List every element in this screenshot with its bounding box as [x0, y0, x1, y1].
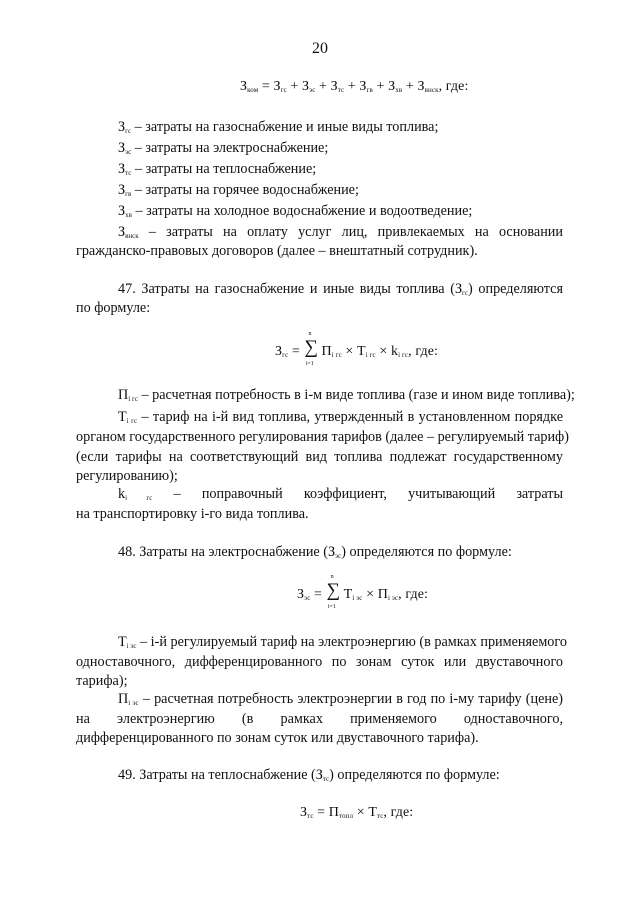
formula-subscript: гс [280, 86, 287, 94]
definition-subscript: i эс [126, 642, 137, 650]
definition-subscript: эс [125, 148, 132, 156]
formula-operator: × [353, 805, 369, 820]
definition-symbol: П [118, 691, 129, 707]
definition-symbol: П [118, 387, 129, 403]
paragraph-text: 48. Затраты на электроснабжение ( [118, 544, 328, 560]
definition-text: (если тарифы на соответствующий вид топлива подлежат государственному [76, 449, 563, 465]
paragraph-47-line [76, 299, 563, 317]
definition-line [76, 448, 563, 466]
formula-symbol: k [390, 344, 399, 359]
formula-subscript: гс [282, 351, 289, 359]
definition-symbol: З [118, 119, 126, 135]
formula-symbol: З [302, 79, 310, 94]
paragraph-48-line [118, 543, 563, 565]
definition-line [118, 118, 563, 140]
formula-symbol: З [240, 79, 248, 94]
definition-text: одноставочного, дифференцированного по зонам суток или двуставочного [76, 654, 563, 670]
inline-subscript: гс [462, 289, 469, 297]
paragraph-text: 49. Затраты на теплоснабжение ( [118, 767, 316, 783]
formula-subscript: i эс [352, 594, 363, 602]
definition-subscript: хв [125, 211, 132, 219]
formula-subscript: тс [337, 86, 345, 94]
formula-symbol: З [275, 344, 283, 359]
sum-upper-limit: n [330, 574, 334, 580]
formula-subscript: топл [339, 812, 354, 820]
formula-operator: = [288, 344, 304, 359]
definition-line [118, 408, 563, 430]
sigma-symbol: ∑ [304, 337, 319, 358]
sum-upper-limit: n [308, 331, 312, 337]
definition-text: органом государственного регулирования тарифов (далее – регулируемый тариф) [76, 429, 569, 445]
formula-subscript: внск [424, 86, 439, 94]
formula-symbol: П [377, 587, 388, 602]
paragraph-text: 47. Затраты на газоснабжение и иные виды топлива ( [118, 281, 455, 297]
formula-subscript: ком [247, 86, 259, 94]
definition-text: на транспортировку i-го вида топлива. [76, 506, 309, 522]
definition-text: тарифа); [76, 673, 128, 689]
page-number: 20 [312, 40, 328, 57]
definition-subscript: внск [125, 232, 139, 240]
definition-subscript: гс [125, 127, 132, 135]
definition-line [118, 160, 563, 182]
definition-subscript: i гс [128, 395, 138, 403]
sum-lower-limit: i=1 [305, 361, 314, 367]
definition-symbol: З [118, 182, 126, 198]
paragraph-text: ) определяются [468, 281, 564, 297]
formula-subscript: гв [366, 86, 373, 94]
definition-line [76, 467, 563, 485]
definition-text: гражданско-правовых договоров (далее – внештатный сотрудник). [76, 243, 478, 259]
formula-suffix: , где: [408, 344, 439, 359]
definition-line [76, 653, 563, 671]
sum-lower-limit: i=1 [327, 604, 336, 610]
inline-symbol: З [315, 767, 323, 783]
definition-line [76, 729, 563, 747]
definition-line [118, 485, 563, 507]
formula-subscript: хв [395, 86, 403, 94]
definition-text: – расчетная потребность электроэнергии в год по i-му тарифу (цене) [138, 691, 563, 707]
formula-symbol: З [300, 805, 308, 820]
formula-symbol: З [388, 79, 396, 94]
formula-symbol: З [359, 79, 367, 94]
definition-subscript: тс [125, 169, 132, 177]
formula-ts [300, 805, 413, 821]
formula-symbol: З [417, 79, 425, 94]
inline-subscript: эс [335, 552, 342, 560]
definition-text: – затраты на электроснабжение; [131, 140, 329, 156]
formula-operator: × [341, 344, 358, 359]
definition-line [118, 139, 563, 161]
definition-text: дифференцированного по зонам суток или двуставочного тарифа). [76, 730, 479, 746]
paragraph-text: по формуле: [76, 300, 151, 316]
definition-subscript: i гс [126, 417, 138, 425]
definition-text: – тариф на i-й вид топлива, утвержденный в установленном порядке [137, 409, 563, 425]
definition-subscript: i гс [125, 494, 153, 502]
definition-symbol: Т [118, 409, 127, 425]
formula-operator: × [362, 587, 378, 602]
definition-line [76, 505, 563, 523]
definition-line [76, 428, 569, 446]
formula-subscript: тс [376, 812, 384, 820]
definition-line [118, 386, 575, 408]
sigma-symbol: ∑ [326, 580, 341, 601]
definition-text: – затраты на газоснабжение и иные виды топлива; [131, 119, 439, 135]
formula-symbol: З [297, 587, 305, 602]
inline-subscript: тс [322, 775, 330, 783]
definition-symbol: k [118, 486, 126, 502]
formula-operator: = [313, 805, 329, 820]
definition-text: – i-й регулируемый тариф на электроэнергию (в рамках применяемого [136, 634, 567, 650]
formula-subscript: i гс [331, 351, 342, 359]
formula-symbol: Т [357, 344, 366, 359]
definition-symbol: З [118, 161, 126, 177]
definition-text: – поправочный коэффициент, учитывающий затраты [152, 486, 563, 502]
formula-symbol: Т [343, 587, 353, 602]
sum-sign [326, 574, 343, 610]
paragraph-text: ) определяются по формуле: [341, 544, 512, 560]
formula-operator: × [375, 344, 391, 359]
definition-line [76, 242, 563, 260]
definition-line [118, 202, 563, 224]
inline-symbol: З [327, 544, 336, 560]
definition-line [118, 633, 567, 655]
formula-symbol: П [321, 344, 332, 359]
formula-subscript: эс [304, 594, 311, 602]
paragraph-text: ) определяются по формуле: [329, 767, 500, 783]
formula-subscript: i гс [365, 351, 376, 359]
paragraph-49-line [118, 766, 563, 788]
definition-symbol: З [118, 140, 126, 156]
definition-symbol: З [118, 203, 126, 219]
definition-text: – расчетная потребность в i-м виде топлива (газе и ином виде топлива); [137, 387, 575, 403]
formula-es [297, 574, 429, 610]
definition-line [76, 710, 563, 728]
definition-line [118, 690, 563, 712]
formula-subscript: i эс [387, 594, 399, 602]
formula-kom: $З_{ком} = З_{гс} + З_{эс} + З_{тс} + З_{гв} + З_{хв} + З_{внск}$, где: [240, 79, 469, 94]
formula-symbol: П [328, 805, 339, 820]
formula-operator: = [310, 587, 326, 602]
formula-symbol: З [330, 79, 338, 94]
definition-symbol: Т [118, 634, 127, 650]
formula-gs [275, 331, 439, 367]
definition-symbol: З [118, 224, 126, 240]
formula-subscript: i гс [398, 351, 409, 359]
definition-text: – затраты на оплату услуг лиц, привлекаемых на основании [138, 224, 563, 240]
definition-text: – затраты на холодное водоснабжение и водоотведение; [131, 203, 473, 219]
formula-subscript: тс [307, 812, 314, 820]
formula-symbol: Т [368, 805, 377, 820]
formula-suffix: , где: [383, 805, 414, 820]
definition-text: на электроэнергию (в рамках применяемого одноставочного, [76, 711, 563, 727]
formula-symbol: З [273, 79, 281, 94]
inline-symbol: З [454, 281, 463, 297]
definition-subscript: гв [125, 190, 132, 198]
definition-text: – затраты на горячее водоснабжение; [131, 182, 359, 198]
definition-line [118, 181, 563, 203]
formula-suffix: , где: [398, 587, 429, 602]
definition-subscript: i эс [128, 699, 139, 707]
definition-text: регулированию); [76, 468, 178, 484]
definition-text: – затраты на теплоснабжение; [131, 161, 317, 177]
formula-suffix: , где: [438, 79, 469, 94]
definition-line [76, 672, 563, 690]
sum-sign [304, 331, 321, 367]
formula-subscript: эс [309, 86, 316, 94]
